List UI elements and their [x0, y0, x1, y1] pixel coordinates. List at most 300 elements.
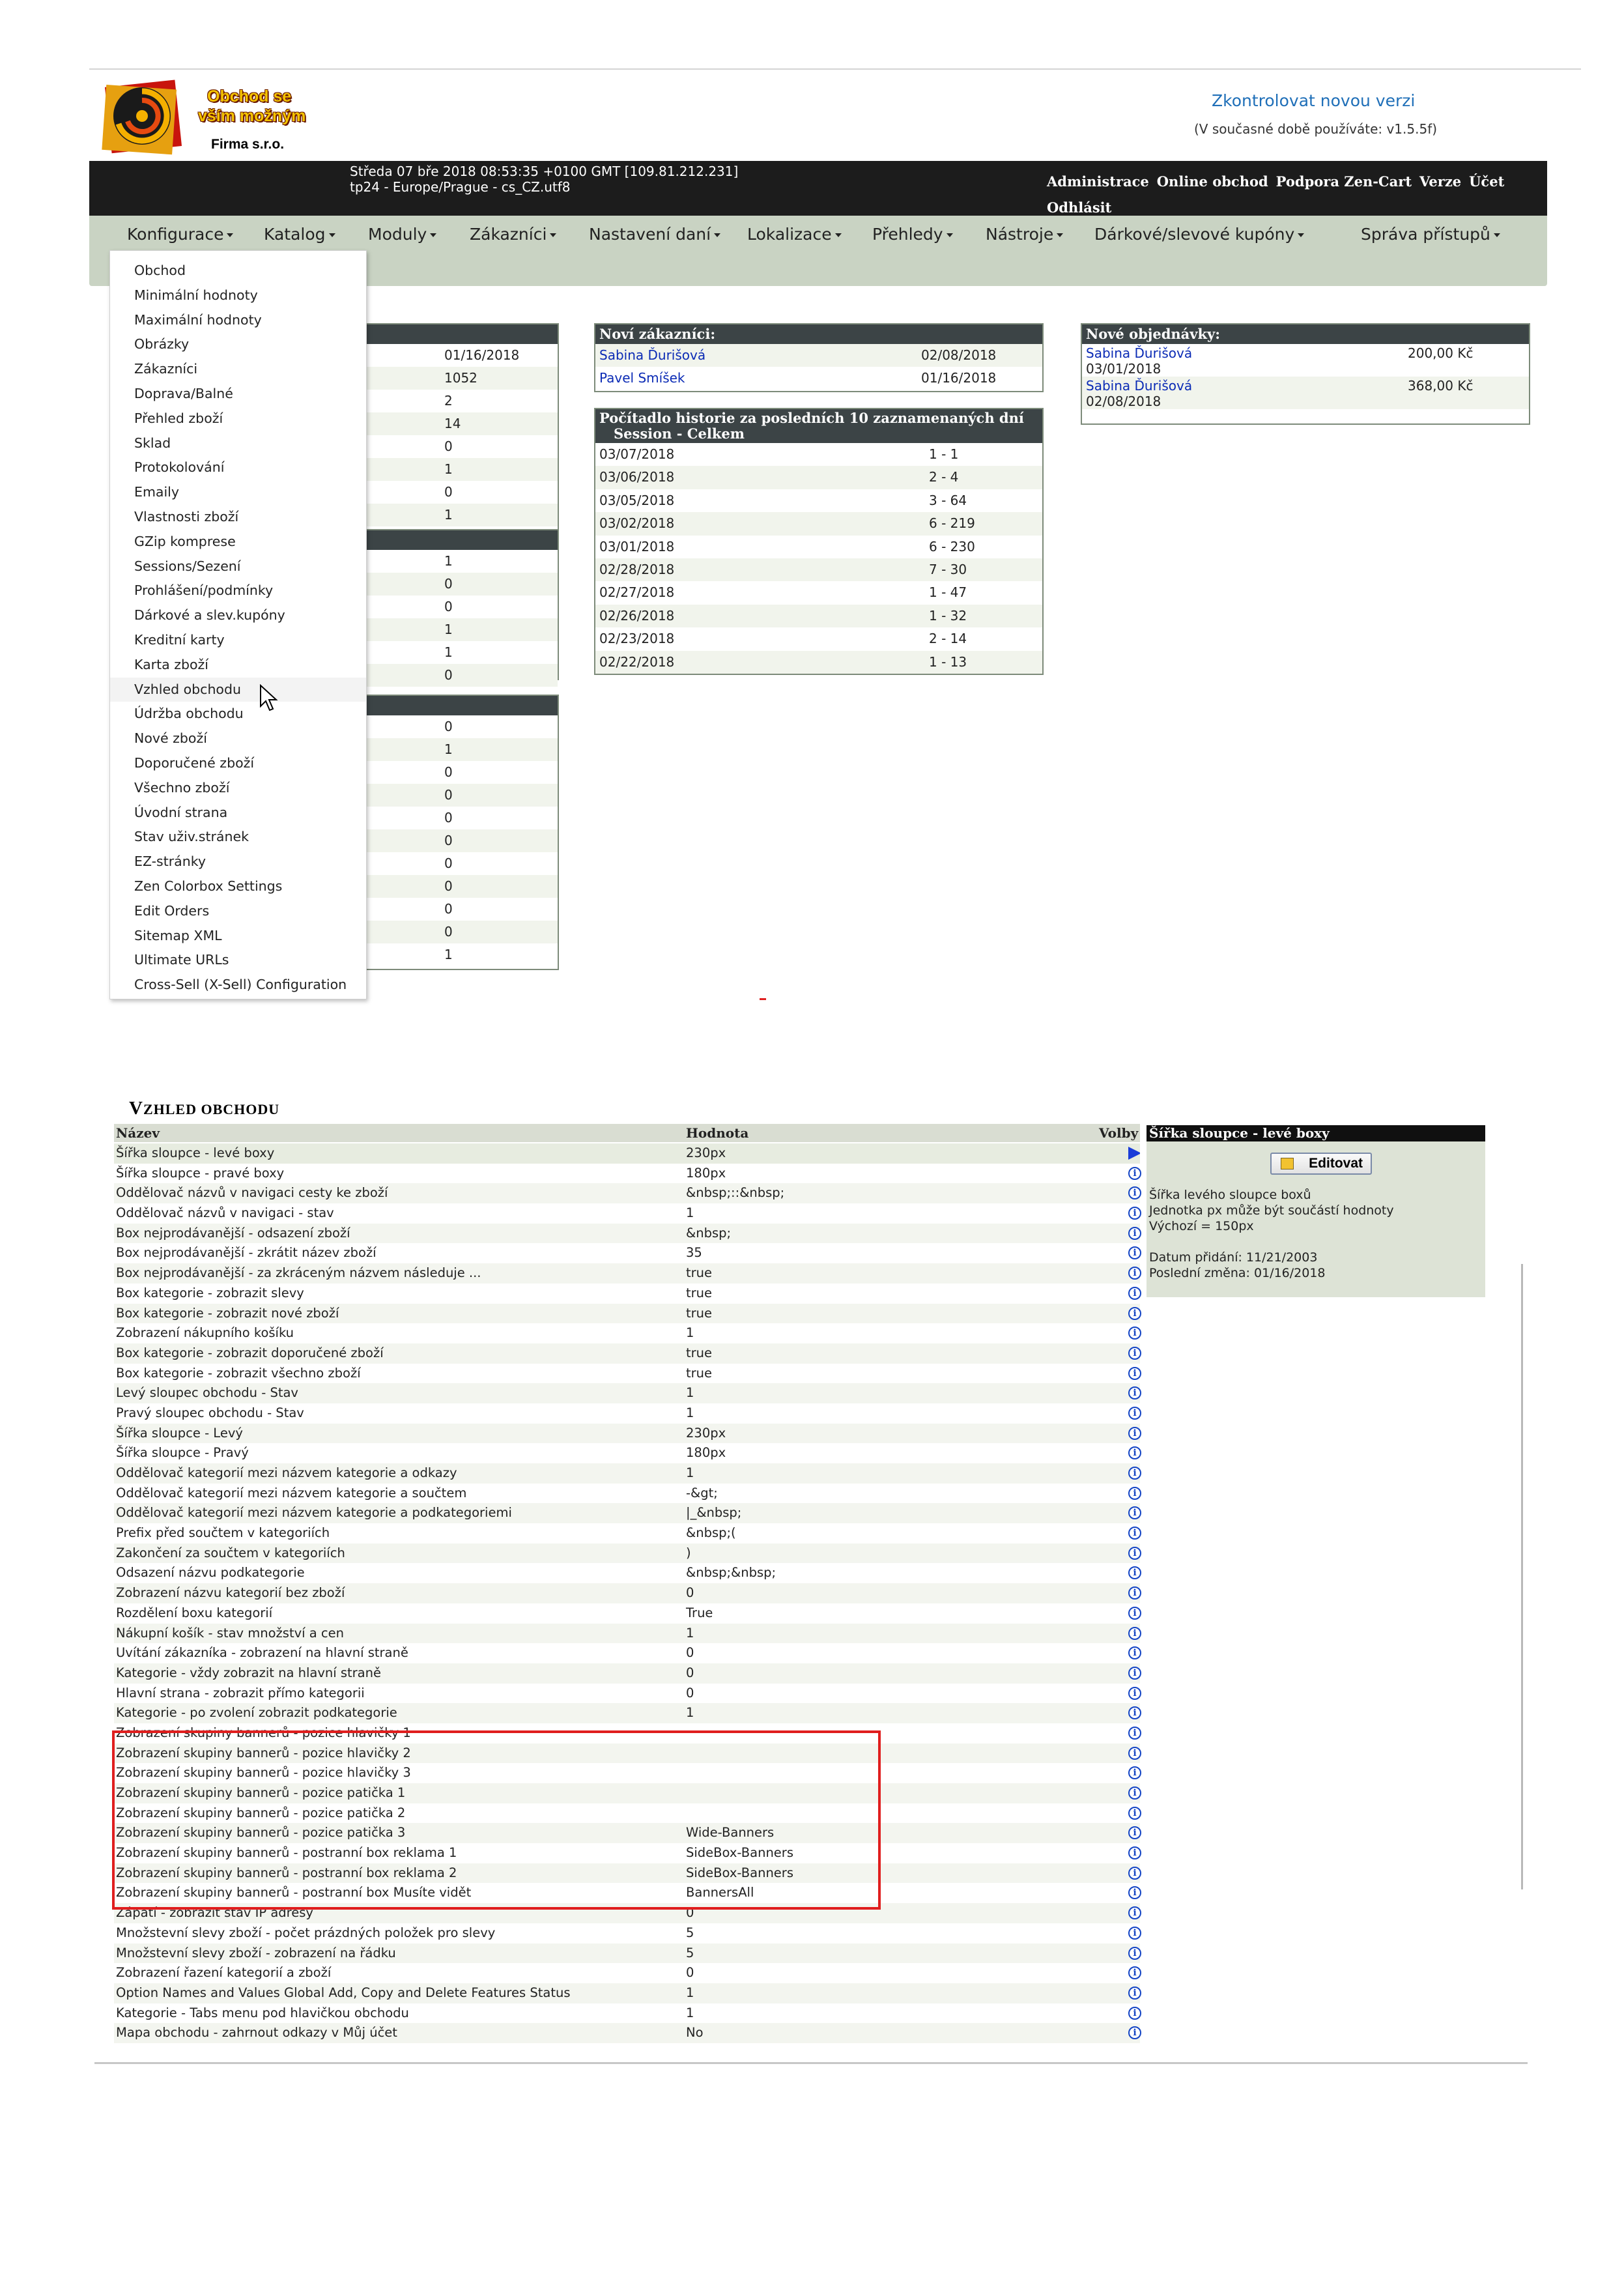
config-name: Oddělovač názvů v navigaci - stav — [116, 1205, 334, 1221]
table-row[interactable] — [114, 1183, 1140, 1203]
dropdown-item[interactable]: Nové zboží — [134, 730, 207, 747]
config-name: Levý sloupec obchodu - Stav — [116, 1385, 298, 1401]
config-name: Mapa obchodu - zahrnout odkazy v Můj účet — [116, 2025, 397, 2041]
history-count: 1 - 13 — [929, 653, 967, 670]
logo-text-line1: Obchod se — [207, 87, 292, 106]
config-detail-box — [1147, 1125, 1485, 1297]
chevron-down-icon — [227, 233, 233, 237]
table-row — [595, 443, 1042, 466]
config-name: Množstevní slevy zboží - zobrazení na řádku — [116, 1945, 396, 1960]
config-name: Pravý sloupec obchodu - Stav — [116, 1405, 304, 1420]
info-icon[interactable]: i — [1128, 1766, 1141, 1779]
dropdown-item[interactable]: Úvodní strana — [134, 804, 228, 820]
config-name: Uvítání zákazníka - zobrazení na hlavní straně — [116, 1645, 408, 1661]
config-value: 1 — [686, 1705, 694, 1721]
config-value: 1 — [686, 1205, 694, 1221]
config-value: No — [686, 2025, 704, 2041]
config-name: Option Names and Values Global Add, Copy and Delete Features Status — [116, 1985, 571, 2000]
table-row[interactable] — [114, 1963, 1140, 1983]
detail-date-added: Datum přidání: 11/21/2003 — [1149, 1250, 1318, 1265]
stat-value: 1 — [444, 553, 453, 569]
header-links — [1047, 169, 1516, 221]
chevron-down-icon — [550, 233, 556, 237]
menu-darkove-kupony[interactable]: Dárkové/slevové kupóny — [1094, 225, 1304, 244]
dropdown-item[interactable]: Cross-Sell (X-Sell) Configuration — [134, 977, 347, 993]
dropdown-item[interactable]: Přehled zboží — [134, 410, 223, 426]
config-value: 0 — [686, 1965, 694, 1981]
highlight-rectangle — [112, 1730, 881, 1910]
logo-company: Firma s.r.o. — [211, 137, 285, 152]
table-row[interactable] — [114, 1263, 1140, 1284]
history-count: 6 - 230 — [929, 538, 975, 554]
header-link-odhlasit[interactable]: Odhlásit — [1047, 199, 1112, 216]
config-name: Zobrazení skupiny bannerů - pozice patička 3 — [116, 1825, 406, 1841]
order-amount: 200,00 Kč — [1408, 345, 1474, 361]
header-link-podpora[interactable]: Podpora Zen-Cart — [1275, 173, 1412, 190]
menu-katalog[interactable]: Katalog — [264, 225, 335, 244]
config-name: Box nejprodávanější - za zkráceným názvem následuje ... — [116, 1265, 481, 1281]
history-date: 02/26/2018 — [599, 607, 675, 624]
table-row[interactable] — [114, 1224, 1140, 1244]
chevron-down-icon — [714, 233, 720, 237]
history-date: 03/02/2018 — [599, 515, 675, 532]
history-count: 3 - 64 — [929, 492, 967, 508]
logo-text-line2: vším možným — [198, 107, 306, 125]
menu-konfigurace[interactable]: Konfigurace — [127, 225, 233, 244]
table-row[interactable] — [114, 1523, 1140, 1543]
table-row[interactable] — [114, 1944, 1140, 1964]
table-row[interactable] — [114, 1443, 1140, 1463]
table-row[interactable] — [114, 1463, 1140, 1484]
table-row[interactable] — [114, 1583, 1140, 1603]
config-value: 1 — [686, 2005, 694, 2020]
config-name: Zobrazení skupiny bannerů - postranní box Musíte vidět — [116, 1885, 472, 1901]
dropdown-item[interactable]: Dárkové a slev.kupóny — [134, 607, 285, 624]
stat-value: 0 — [444, 901, 453, 917]
config-name: Box kategorie - zobrazit slevy — [116, 1285, 304, 1300]
table-row — [595, 581, 1042, 604]
detail-last-modified: Poslední změna: 01/16/2018 — [1149, 1266, 1326, 1280]
customer-date: 02/08/2018 — [921, 347, 997, 363]
order-amount: 368,00 Kč — [1408, 378, 1474, 394]
info-icon[interactable]: i — [1128, 2026, 1141, 2039]
stat-value: 0 — [444, 719, 453, 734]
config-name: Zobrazení skupiny bannerů - postranní box reklama 2 — [116, 1865, 457, 1880]
order-customer-link[interactable]: Sabina Ďurišová — [1086, 378, 1193, 394]
info-icon[interactable]: i — [1128, 1427, 1141, 1440]
detail-default: Výchozí = 150px — [1149, 1219, 1254, 1233]
page-title: VZHLED OBCHODU — [129, 1098, 280, 1119]
info-icon[interactable]: i — [1128, 1787, 1141, 1800]
stat-value: 0 — [444, 878, 453, 894]
config-name: Box kategorie - zobrazit všechno zboží — [116, 1365, 361, 1381]
table-row[interactable] — [114, 1663, 1140, 1684]
dropdown-item[interactable]: Doprava/Balné — [134, 385, 233, 401]
dropdown-item[interactable]: Obchod — [134, 263, 186, 278]
info-icon[interactable]: i — [1128, 1207, 1141, 1220]
table-row[interactable] — [114, 1143, 1140, 1164]
chevron-down-icon — [947, 233, 953, 237]
config-name: Šířka sloupce - Levý — [116, 1425, 243, 1441]
order-date: 03/01/2018 — [1086, 361, 1161, 377]
menu-prehledy[interactable]: Přehledy — [872, 225, 953, 244]
info-icon[interactable]: i — [1128, 1667, 1141, 1680]
table-row[interactable] — [114, 1703, 1140, 1723]
config-name: Kategorie - vždy zobrazit na hlavní straně — [116, 1665, 381, 1680]
history-date: 03/01/2018 — [599, 538, 675, 554]
chevron-down-icon — [1494, 233, 1500, 237]
history-count: 1 - 47 — [929, 584, 967, 601]
config-value: 180px — [686, 1445, 726, 1461]
table-row[interactable] — [114, 1503, 1140, 1523]
history-counter-panel — [594, 408, 1044, 675]
table-row — [595, 489, 1042, 512]
dropdown-item[interactable]: Maximální hodnoty — [134, 311, 262, 328]
list-item — [1082, 377, 1529, 409]
table-row[interactable] — [114, 1323, 1140, 1343]
config-name: Box kategorie - zobrazit nové zboží — [116, 1305, 339, 1321]
table-row[interactable] — [114, 1603, 1140, 1624]
dropdown-item[interactable]: Karta zboží — [134, 656, 208, 672]
info-icon[interactable]: i — [1128, 1386, 1141, 1399]
customer-link[interactable]: Sabina Ďurišová — [599, 347, 706, 363]
info-icon[interactable]: i — [1128, 1246, 1141, 1259]
info-icon[interactable]: i — [1128, 1607, 1141, 1620]
config-name: Šířka sloupce - Pravý — [116, 1445, 249, 1461]
config-value: 0 — [686, 1645, 694, 1661]
header-link-verze[interactable]: Verze — [1419, 173, 1462, 190]
stat-value: 01/16/2018 — [444, 347, 520, 363]
detail-description: Jednotka px může být součástí hodnoty — [1149, 1203, 1394, 1218]
config-value: 0 — [686, 1905, 694, 1921]
info-icon[interactable]: i — [1128, 1646, 1141, 1659]
info-icon[interactable]: i — [1128, 1487, 1141, 1500]
dropdown-item[interactable]: GZip komprese — [134, 533, 236, 549]
config-name: Box kategorie - zobrazit doporučené zboží — [116, 1345, 384, 1360]
dropdown-item[interactable]: Obrázky — [134, 336, 190, 352]
stat-value: 1 — [444, 461, 453, 477]
table-row — [595, 605, 1042, 627]
stat-value: 0 — [444, 667, 453, 683]
config-name: Zobrazení skupiny bannerů - pozice hlavičky 3 — [116, 1765, 411, 1781]
stat-value: 1 — [444, 947, 453, 962]
config-name: Zobrazení skupiny bannerů - postranní box reklama 1 — [116, 1845, 457, 1861]
config-value: -&gt; — [686, 1485, 718, 1500]
customer-link[interactable]: Pavel Smíšek — [599, 370, 685, 386]
dropdown-item[interactable]: Minimální hodnoty — [134, 287, 258, 303]
config-name: Kategorie - po zvolení zobrazit podkategorie — [116, 1705, 397, 1721]
customer-date: 01/16/2018 — [921, 370, 997, 386]
menu-nastroje[interactable]: Nástroje — [986, 225, 1063, 244]
config-name: Množstevní slevy zboží - počet prázdných položek pro slevy — [116, 1925, 496, 1940]
logo-emblem-icon — [102, 78, 184, 155]
new-orders-panel — [1081, 323, 1530, 425]
history-date: 03/05/2018 — [599, 492, 675, 508]
info-icon[interactable]: i — [1128, 1927, 1141, 1940]
dropdown-item[interactable]: Sklad — [134, 435, 171, 451]
info-icon[interactable]: i — [1128, 1547, 1141, 1560]
dropdown-item[interactable]: Protokolování — [134, 459, 225, 476]
info-icon[interactable]: i — [1128, 1886, 1141, 1899]
store-logo[interactable] — [102, 78, 317, 158]
header-link-online-obchod[interactable]: Online obchod — [1156, 173, 1268, 190]
config-value: &nbsp;&nbsp; — [686, 1565, 776, 1581]
info-icon[interactable]: i — [1128, 1407, 1141, 1420]
config-value: true — [686, 1365, 713, 1381]
table-row[interactable] — [114, 1203, 1140, 1224]
config-name: Odsazení názvu podkategorie — [116, 1565, 305, 1581]
info-icon[interactable]: i — [1128, 1367, 1141, 1380]
config-name: Oddělovač názvů v navigaci cesty ke zboží — [116, 1185, 388, 1201]
dropdown-item[interactable]: Ultimate URLs — [134, 952, 229, 968]
info-icon[interactable]: i — [1128, 1527, 1141, 1540]
table-row[interactable] — [114, 1923, 1140, 1944]
current-version-note: (V současné době používáte: v1.5.5f) — [1194, 121, 1438, 137]
table-row — [595, 536, 1042, 558]
config-name: Prefix před součtem v kategoriích — [116, 1525, 330, 1541]
info-icon[interactable]: i — [1128, 1727, 1141, 1740]
history-title: Počítadlo historie za posledních 10 zaznamenaných dní Session - Celkem — [595, 409, 1042, 443]
config-name: Hlavní strana - zobrazit přímo kategorii — [116, 1685, 365, 1700]
new-customers-title: Noví zákazníci: — [595, 324, 1042, 344]
config-value: 35 — [686, 1245, 702, 1261]
info-icon[interactable]: i — [1128, 1506, 1141, 1519]
config-name: Box nejprodávanější - zkrátit název zboží — [116, 1245, 377, 1261]
config-value: 1 — [686, 1385, 694, 1401]
info-icon[interactable]: i — [1128, 1807, 1141, 1820]
table-row[interactable] — [114, 1304, 1140, 1324]
info-icon[interactable]: i — [1128, 1467, 1141, 1480]
info-icon[interactable]: i — [1128, 1987, 1141, 2000]
info-icon[interactable]: i — [1128, 1947, 1141, 1960]
dropdown-item[interactable]: Prohlášení/podmínky — [134, 582, 274, 599]
info-icon[interactable]: i — [1128, 1826, 1141, 1839]
config-value: SideBox-Banners — [686, 1845, 793, 1861]
dropdown-item[interactable]: Zen Colorbox Settings — [134, 878, 283, 894]
stat-value: 0 — [444, 438, 453, 454]
info-icon[interactable]: i — [1128, 1706, 1141, 1719]
table-row[interactable] — [114, 2003, 1140, 2024]
table-row[interactable] — [114, 1624, 1140, 1644]
table-row[interactable] — [114, 1983, 1140, 2003]
list-item — [595, 367, 1042, 390]
dropdown-item[interactable]: Sessions/Sezení — [134, 558, 241, 574]
header-link-administrace[interactable]: Administrace — [1047, 173, 1149, 190]
table-row[interactable] — [114, 1364, 1140, 1384]
history-count: 2 - 14 — [929, 631, 967, 647]
config-name: Oddělovač kategorií mezi názvem kategorie a podkategoriemi — [116, 1505, 512, 1521]
stat-value: 1 — [444, 622, 453, 637]
stat-value: 1052 — [444, 370, 477, 386]
dropdown-item[interactable]: Stav uživ.stránek — [134, 829, 249, 845]
stat-value: 14 — [444, 416, 461, 431]
menu-lokalizace[interactable]: Lokalizace — [747, 225, 842, 244]
chevron-down-icon — [430, 233, 436, 237]
table-row[interactable] — [114, 1164, 1140, 1184]
dropdown-item[interactable]: Kreditní karty — [134, 631, 225, 648]
red-mark — [760, 998, 766, 1000]
dropdown-item[interactable]: Doporučené zboží — [134, 754, 255, 771]
config-value: ) — [686, 1545, 691, 1560]
config-value: 0 — [686, 1685, 694, 1700]
menu-zakaznici[interactable]: Zákazníci — [470, 225, 556, 244]
history-date: 02/28/2018 — [599, 561, 675, 577]
config-value: true — [686, 1285, 713, 1300]
server-datetime: Středa 07 bře 2018 08:53:35 +0100 GMT [109.81.212.231] — [350, 164, 739, 179]
config-name: Box nejprodávanější - odsazení zboží — [116, 1225, 350, 1241]
stat-value: 0 — [444, 833, 453, 848]
config-name: Zobrazení skupiny bannerů - pozice patička 1 — [116, 1785, 406, 1800]
config-name: Zobrazení nákupního košíku — [116, 1325, 294, 1341]
info-icon[interactable]: i — [1128, 1227, 1141, 1240]
table-row[interactable] — [114, 1643, 1140, 1663]
table-row — [595, 512, 1042, 535]
server-locale: tp24 - Europe/Prague - cs_CZ.utf8 — [350, 179, 571, 195]
config-name: Zápatí - zobrazit stav IP adresy — [116, 1905, 313, 1921]
config-name: Kategorie - Tabs menu pod hlavičkou obchodu — [116, 2005, 409, 2020]
config-value: true — [686, 1345, 713, 1360]
table-row — [595, 651, 1042, 674]
info-icon[interactable]: i — [1128, 1566, 1141, 1579]
config-value: 5 — [686, 1945, 694, 1960]
config-name: Rozdělení boxu kategorií — [116, 1605, 273, 1620]
config-value: BannersAll — [686, 1885, 754, 1901]
config-value: 5 — [686, 1925, 694, 1940]
check-version-link[interactable]: Zkontrolovat novou verzi — [1212, 91, 1416, 110]
info-icon[interactable]: i — [1128, 1267, 1141, 1280]
info-icon[interactable]: i — [1128, 1167, 1141, 1180]
config-value: &nbsp;( — [686, 1525, 736, 1541]
table-row[interactable] — [114, 1563, 1140, 1583]
stat-value: 1 — [444, 741, 453, 757]
table-row — [595, 627, 1042, 650]
dropdown-item[interactable]: Zákazníci — [134, 361, 198, 377]
info-icon[interactable]: i — [1128, 1307, 1141, 1320]
stat-value: 0 — [444, 599, 453, 614]
column-header-value: Hodnota — [686, 1125, 749, 1141]
config-value: true — [686, 1305, 713, 1321]
config-name: Oddělovač kategorií mezi názvem kategorie a součtem — [116, 1485, 467, 1500]
info-icon[interactable]: i — [1128, 1867, 1141, 1880]
dropdown-item[interactable]: Vlastnosti zboží — [134, 508, 239, 524]
chevron-down-icon — [835, 233, 842, 237]
column-header-name: Název — [116, 1125, 160, 1141]
table-row — [595, 466, 1042, 489]
history-date: 02/27/2018 — [599, 584, 675, 601]
config-name: Zobrazení skupiny bannerů - pozice hlavičky 2 — [116, 1745, 411, 1760]
table-row[interactable] — [114, 1343, 1140, 1364]
dropdown-item[interactable]: Emaily — [134, 484, 180, 500]
detail-title: Šířka sloupce - levé boxy — [1147, 1125, 1485, 1141]
info-icon[interactable]: i — [1128, 1627, 1141, 1640]
info-icon[interactable]: i — [1128, 1347, 1141, 1360]
dropdown-item[interactable]: EZ-stránky — [134, 854, 207, 870]
stat-value: 0 — [444, 787, 453, 803]
config-value: 230px — [686, 1425, 726, 1441]
info-icon[interactable]: i — [1128, 1586, 1141, 1600]
config-name: Nákupní košík - stav množství a cen — [116, 1625, 344, 1641]
top-divider — [89, 68, 1581, 70]
info-icon[interactable]: i — [1128, 1287, 1141, 1300]
history-date: 03/06/2018 — [599, 469, 675, 485]
stat-value: 0 — [444, 810, 453, 825]
play-arrow-icon[interactable] — [1128, 1147, 1141, 1160]
config-value: 230px — [686, 1145, 726, 1160]
config-value: &nbsp; — [686, 1225, 732, 1241]
vertical-divider — [1521, 1264, 1523, 1889]
dropdown-item[interactable]: Sitemap XML — [134, 927, 222, 943]
table-row[interactable] — [114, 1243, 1140, 1263]
header-link-ucet[interactable]: Účet — [1469, 173, 1505, 190]
config-name: Šířka sloupce - pravé boxy — [116, 1165, 285, 1181]
info-icon[interactable]: i — [1128, 1906, 1141, 1919]
config-name: Zobrazení názvu kategorií bez zboží — [116, 1585, 345, 1601]
info-icon[interactable]: i — [1128, 1747, 1141, 1760]
table-row — [595, 558, 1042, 581]
config-value: 0 — [686, 1585, 694, 1601]
info-icon[interactable]: i — [1128, 1687, 1141, 1700]
info-icon[interactable]: i — [1128, 1446, 1141, 1459]
config-value: True — [686, 1605, 713, 1620]
table-row[interactable] — [114, 1543, 1140, 1564]
edit-button[interactable]: Editovat — [1270, 1153, 1372, 1175]
table-row[interactable] — [114, 2023, 1140, 2043]
edit-icon — [1281, 1158, 1294, 1170]
info-icon[interactable]: i — [1128, 2007, 1141, 2020]
dropdown-item[interactable]: Údržba obchodu — [134, 706, 244, 722]
config-value: 1 — [686, 1465, 694, 1480]
table-row[interactable] — [114, 1484, 1140, 1504]
stat-value: 0 — [444, 924, 453, 940]
detail-description: Šířka levého sloupce boxů — [1149, 1188, 1311, 1202]
dropdown-item[interactable]: Vzhled obchodu — [110, 678, 366, 702]
stat-value: 0 — [444, 576, 453, 592]
config-value: 1 — [686, 1625, 694, 1641]
config-value: Wide-Banners — [686, 1825, 775, 1841]
history-count: 1 - 32 — [929, 607, 967, 624]
config-table-header — [114, 1124, 1140, 1142]
menu-moduly[interactable]: Moduly — [368, 225, 436, 244]
info-icon[interactable]: i — [1128, 1327, 1141, 1340]
list-item — [595, 344, 1042, 367]
info-icon[interactable]: i — [1128, 1846, 1141, 1859]
table-row[interactable] — [114, 1383, 1140, 1403]
table-row[interactable] — [114, 1684, 1140, 1704]
order-customer-link[interactable]: Sabina Ďurišová — [1086, 345, 1193, 361]
stat-value: 0 — [444, 764, 453, 780]
config-value: 1 — [686, 1325, 694, 1341]
config-value: true — [686, 1265, 713, 1281]
list-item — [1082, 344, 1529, 377]
info-icon[interactable]: i — [1128, 1966, 1141, 1979]
mouse-cursor-icon — [259, 684, 279, 714]
menu-sprava-pristupu[interactable]: Správa přístupů — [1361, 225, 1500, 244]
table-row[interactable] — [114, 1284, 1140, 1304]
table-row[interactable] — [114, 1424, 1140, 1444]
table-row[interactable] — [114, 1403, 1140, 1424]
dropdown-item[interactable]: Všechno zboží — [134, 779, 230, 796]
dropdown-item[interactable]: Edit Orders — [134, 902, 210, 919]
chevron-down-icon — [1057, 233, 1063, 237]
info-icon[interactable]: i — [1128, 1186, 1141, 1199]
config-name: Zobrazení řazení kategorií a zboží — [116, 1965, 332, 1981]
history-count: 1 - 1 — [929, 446, 959, 462]
configuration-dropdown — [109, 250, 367, 999]
config-value: &nbsp;::&nbsp; — [686, 1185, 785, 1201]
new-customers-panel — [594, 323, 1044, 392]
history-date: 02/23/2018 — [599, 631, 675, 647]
menu-nastaveni-dani[interactable]: Nastavení daní — [589, 225, 720, 244]
